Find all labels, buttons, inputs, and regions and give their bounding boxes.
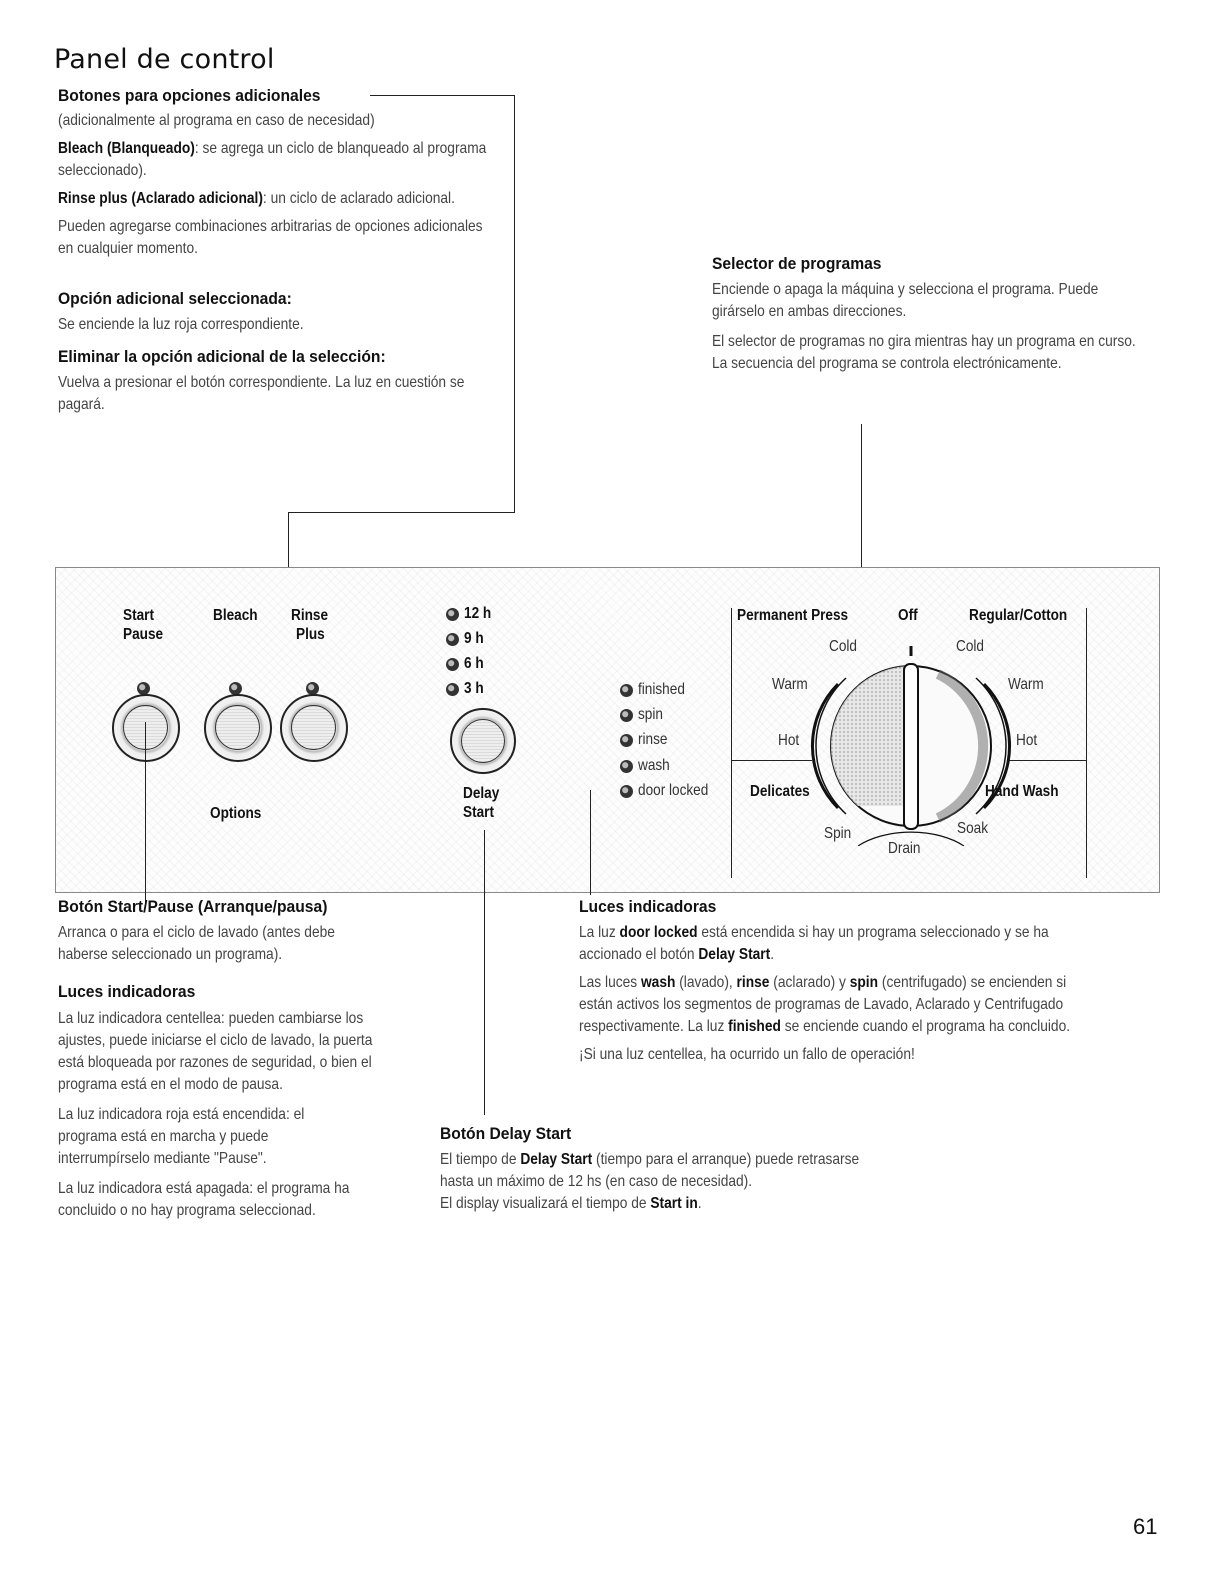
delay-6h-led [446,658,459,671]
bleach-label: Bleach [213,607,258,624]
connector-line [590,790,591,895]
lights-p2-e: (aclarado) y [769,974,850,991]
delay-l1-c: (tiempo para el arranque) puede retrasarse [592,1151,860,1168]
rinse-led-status [620,734,633,747]
lights-heading: Luces indicadoras [579,897,717,916]
rinse-desc-label: Rinse plus (Aclarado adicional) [58,190,263,207]
dial-drain: Drain [888,840,921,857]
delay-9h-led [446,633,459,646]
delay-12h-led [446,608,459,621]
status-spin: spin [638,706,663,723]
delay-time: 6 h [464,655,484,672]
options-label: Options [210,805,262,822]
plus-label: Plus [296,626,325,643]
status-wash: wash [638,757,670,774]
lights-p2 [579,972,1086,1038]
dial-regular-cotton: Regular/Cotton [969,607,1068,624]
status-rinse: rinse [638,731,668,748]
remove-option-text: Vuelva a presionar el botón correspondiente. La luz en cuestión se pagará. [58,374,465,413]
delay-l1-b: Delay Start [520,1151,593,1168]
options-body [58,110,505,260]
connector-line [288,512,515,513]
start-lights-heading: Luces indicadoras [58,982,196,1001]
rinse-label: Rinse [291,607,329,624]
delay-3h-led [446,683,459,696]
selector-p2: El selector de programas no gira mientras hay un programa en curso. La secuencia del programa se controla electrónicamente. [712,333,1136,372]
start-pause-button[interactable] [112,694,180,762]
lights-p1-a: La luz [579,924,620,941]
lights-p2-i: se enciende cuando el programa ha concluido. [780,1018,1071,1035]
lights-p1-e: . [770,946,775,963]
lights-p2-g: (centrifugado) se encienden si están activos los segmentos de programas de Lavado, Aclarado y Centrifugado respectivamente. La luz [579,974,1067,1035]
lights-p1-d: Delay Start [698,946,771,963]
combinations-text: Pueden agregarse combinaciones arbitrarias de opciones adicionales en cualquier momento. [58,218,483,257]
lights-body [579,922,1095,1072]
delay-line-3 [440,1193,973,1215]
rinse-plus-button[interactable] [280,694,348,762]
bleach-desc-text: : se agrega un ciclo de blanqueado al programa seleccionado). [58,140,487,179]
connector-line [861,424,862,574]
delay-time: 9 h [464,630,484,647]
dial-warm-left: Warm [772,676,808,693]
dial-hand-wash: Hand Wash [985,783,1059,800]
page-number: 61 [1133,1514,1158,1539]
lights-p1-b: door locked [619,924,698,941]
delay-start-button[interactable] [450,708,516,774]
red-text: La luz indicadora roja está encendida: el programa está en marcha y puede interrumpírselo mediante "Pause". [58,1106,305,1167]
door-locked-led [620,785,633,798]
start-lights-body [58,1008,402,1228]
selector-heading: Selector de programas [712,254,882,273]
status-finished: finished [638,681,685,698]
delay-l3-c: . [697,1195,702,1212]
dial-hot-right: Hot [1016,732,1038,749]
start-pause-text: Arranca o para el ciclo de lavado (antes debe haberse seleccionado un programa). [58,924,335,963]
lights-p1-c: está encendida si hay un programa seleccionado y se ha accionado el botón [579,924,1049,963]
options-section [58,86,598,266]
delay-body [440,1149,973,1215]
selector-body [712,279,1142,381]
start-pause-body [58,922,385,972]
wash-led [620,760,633,773]
delay-label: Delay [463,785,500,802]
connector-line [484,830,485,1115]
status-door-locked: door locked [638,782,709,799]
dial-warm-right: Warm [1008,676,1044,693]
lights-p2-f: spin [849,974,879,991]
selected-option-heading: Opción adicional seleccionada: [58,289,292,308]
dial-hot-left: Hot [778,732,800,749]
pause-label: Pause [123,626,164,643]
lights-p2-a: Las luces [579,974,641,991]
dial-permanent-press: Permanent Press [737,607,849,624]
blink-text: La luz indicadora centellea: pueden cambiarse los ajustes, puede iniciarse el ciclo de lavado, la puerta está bloqueada por razones de seguridad, o bien el programa está en el modo de pausa. [58,1010,373,1093]
options-heading: Botones para opciones adicionales [58,86,321,105]
dial-border-right [1086,608,1087,878]
dial-spin: Spin [824,825,852,842]
lights-p2-b: wash [640,974,676,991]
delay-line-1 [440,1149,973,1171]
dial-soak: Soak [957,820,988,837]
start-label: Start [123,607,154,624]
control-panel [55,567,1160,893]
dial-border-left [731,608,732,878]
lights-p2-d: rinse [736,974,770,991]
selected-option-text: Se enciende la luz roja correspondiente. [58,316,304,333]
start-pause-heading: Botón Start/Pause (Arranque/pausa) [58,897,328,916]
delay-time: 3 h [464,680,484,697]
delay-start-label: Start [463,804,494,821]
delay-l1-a: El tiempo de [440,1151,521,1168]
program-selector-dial[interactable] [798,646,1024,846]
selector-p1: Enciende o apaga la máquina y selecciona el programa. Puede girárselo en ambas direcciones. [712,281,1099,320]
dial-delicates: Delicates [750,783,810,800]
lights-p2-c: (lavado), [675,974,737,991]
dial-off: Off [898,607,918,624]
rinse-desc-text: : un ciclo de aclarado adicional. [262,190,455,207]
delay-l3-b: Start in [650,1195,698,1212]
delay-heading: Botón Delay Start [440,1124,572,1143]
spin-led [620,709,633,722]
finished-led [620,684,633,697]
delay-time: 12 h [464,605,492,622]
options-intro: (adicionalmente al programa en caso de necesidad) [58,112,375,129]
dial-cold-right: Cold [956,638,984,655]
delay-l3-a: El display visualizará el tiempo de [440,1195,651,1212]
lights-p1 [579,922,1086,966]
connector-line [145,722,146,907]
bleach-desc-label: Bleach (Blanqueado) [58,140,195,157]
off-text: La luz indicadora está apagada: el programa ha concluido o no hay programa seleccionad. [58,1180,350,1219]
rinse-desc [58,188,479,210]
remove-option-heading: Eliminar la opción adicional de la selección: [58,347,386,366]
delay-line-2: hasta un máximo de 12 hs (en caso de necesidad). [440,1173,753,1190]
lights-p2-h: finished [728,1018,781,1035]
bleach-button[interactable] [204,694,272,762]
connector-line [370,95,515,96]
lights-p3: ¡Si una luz centellea, ha ocurrido un fallo de operación! [579,1046,915,1063]
dial-cold-left: Cold [829,638,857,655]
bleach-desc [58,138,488,182]
connector-line [514,95,515,513]
page-title: Panel de control [54,44,275,75]
